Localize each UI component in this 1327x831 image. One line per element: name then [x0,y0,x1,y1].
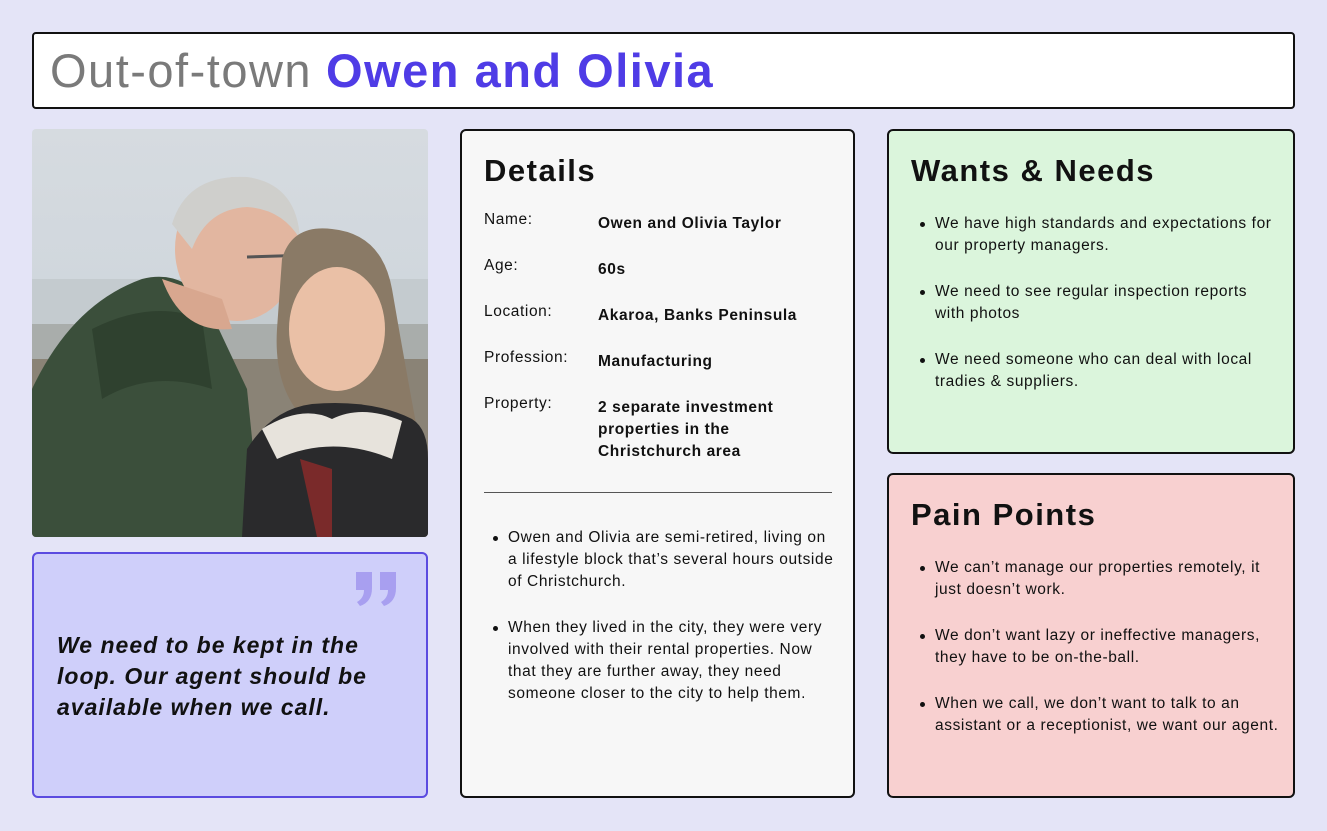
pain-points-card [887,473,1295,798]
persona-quote-card [32,552,428,798]
list-item: We need someone who can deal with local tradies & suppliers. [911,349,1281,393]
persona-photo [32,129,428,537]
list-item: We don’t want lazy or ineffective managers, they have to be on-the-ball. [911,625,1281,669]
details-bullet-list [484,527,834,729]
details-heading: Details [484,153,597,188]
title-prefix: Out-of-town [50,44,313,97]
detail-label: Location: [484,303,553,320]
detail-value: Akaroa, Banks Peninsula [598,307,798,324]
detail-label: Property: [484,395,553,412]
pain-bullet-list [911,557,1281,761]
list-item: When we call, we don’t want to talk to an assistant or a receptionist, we want our agent. [911,693,1281,737]
quote-icon [352,572,400,611]
list-item: We need to see regular inspection reports with photos [911,281,1281,325]
detail-label: Name: [484,211,533,228]
wants-bullet-list [911,213,1281,417]
detail-value: Owen and Olivia Taylor [598,215,782,232]
quote-text: We need to be kept in the loop. Our agent should be available when we call. [57,632,367,720]
pain-heading: Pain Points [911,497,1097,532]
detail-value: 2 separate investment properties in the Christchurch area [598,399,774,460]
persona-title-bar [32,32,1295,109]
list-item: We can’t manage our properties remotely, it just doesn’t work. [911,557,1281,601]
detail-value: Manufacturing [598,353,713,370]
persona-name: Owen and Olivia [326,44,715,97]
list-item: We have high standards and expectations for our property managers. [911,213,1281,257]
details-card [460,129,855,798]
detail-label: Profession: [484,349,569,366]
wants-heading: Wants & Needs [911,153,1156,188]
wants-needs-card [887,129,1295,454]
detail-label: Age: [484,257,519,274]
detail-value: 60s [598,261,626,278]
list-item: When they lived in the city, they were very involved with their rental properties. Now that they are further away, they need someone closer to the city to help them. [484,617,834,705]
details-divider [484,492,832,493]
list-item: Owen and Olivia are semi-retired, living on a lifestyle block that’s several hours outside of Christchurch. [484,527,834,593]
